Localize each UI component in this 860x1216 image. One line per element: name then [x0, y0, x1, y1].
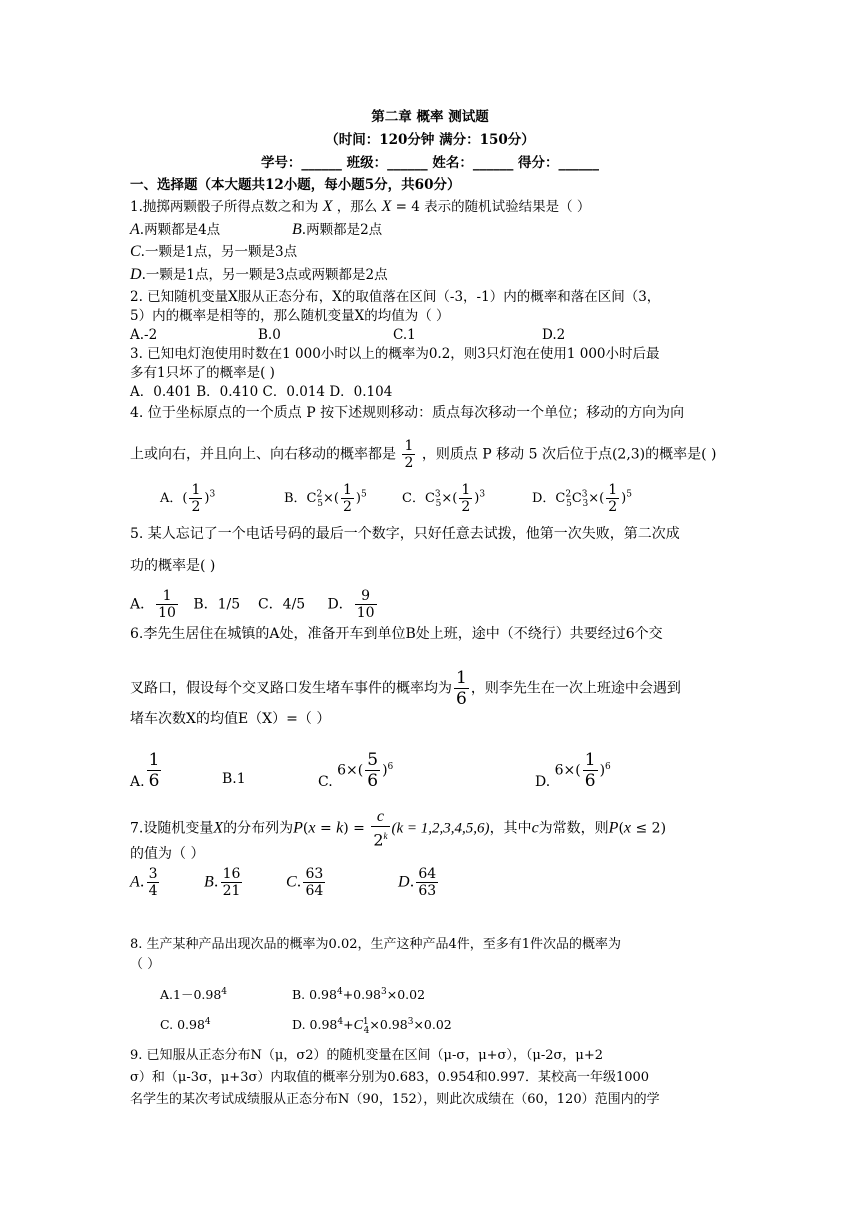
q1-var: X	[322, 198, 333, 215]
q8-option-d[interactable]: D. $0.98^4+C^1_4\times 0.98^3\times 0.02$	[292, 1017, 452, 1036]
q4-half-fraction: $\frac{1}{2}$	[404, 438, 414, 471]
q5-line2: 功的概率是( )	[130, 558, 216, 574]
q6-line3: 堵车次数X的均值E（X）=（ ）	[130, 711, 331, 727]
q4-option-c[interactable]: C．$C^3_5\times$( $\frac{1}{2}$ )$^3$	[402, 482, 486, 515]
q5-options[interactable]: A． $\frac{1}{10}$ B．1/5 C．4/5 D． $\frac{9}{10}$	[130, 588, 375, 621]
q6-line2: 叉路口，假设每个交叉路口发生堵车事件的概率均为 $\frac{1}{6}$ ，则李先生在一次上班途中会遇到	[130, 668, 681, 709]
q9-line2: σ）和（μ-3σ，μ+3σ）内取值的概率分别为0.683，0.954和0.997．某校高一年级1000	[130, 1070, 650, 1085]
q6-line1: 6.李先生居住在城镇的A处，准备开车到单位B处上班，途中（不绕行）共要经过6个交	[130, 626, 663, 642]
q4-option-d[interactable]: D．$C^2_5C^3_3\times$( $\frac{1}{2}$ )$^5$	[532, 482, 632, 515]
q1-option-d[interactable]: D.一颗是1点，另一颗是3点或两颗都是2点	[130, 266, 388, 283]
student-info: 学号：______ 班级：______ 姓名：______ 得分：______	[260, 155, 600, 171]
q2-line1: 2. 已知随机变量X服从正态分布，X的取值落在区间（-3，-1）内的概率和落在区间（3，	[130, 289, 661, 305]
q3-line1: 3. 已知电灯泡使用时数在1 000小时以上的概率为0.2，则3只灯泡在使用1 000小时后最	[130, 346, 660, 362]
q1-option-a[interactable]: A.两颗都是4点	[130, 221, 221, 238]
q1-option-b[interactable]: B.两颗都是2点	[292, 221, 383, 238]
q4-line2: 上或向右，并且向上、向右移动的概率都是 $\frac{1}{2}$ ，则质点 P 移动 5 次后位于点(2,3)的概率是( )	[130, 438, 717, 471]
q7-option-a[interactable]: A. $\frac{3}{4}$	[130, 866, 158, 899]
q3-options[interactable]: A．0.401 B．0.410 C．0.014 D．0.104	[130, 384, 393, 400]
q4-option-b[interactable]: B．$C^2_5\times$( $\frac{1}{2}$ )$^5$	[284, 482, 367, 515]
q3-line2: 多有1只坏了的概率是( )	[130, 365, 275, 381]
q7-option-b[interactable]: B. $\frac{16}{21}$	[204, 866, 241, 899]
q1-stem-c: = 4 表示的随机试验结果是（ ）	[395, 199, 591, 215]
q7-line1: 7.设随机变量X的分布列为P(x = k) = $\frac{c}{2^k}$ (k = 1,2,3,4,5,6)，其中c为常数，则P(x ≤ 2)	[130, 808, 667, 850]
q6-option-c[interactable]: C. 6×( $\frac{5}{6}$ )$^6$	[318, 750, 394, 791]
q1-stem: 1.抛掷两颗骰子所得点数之和为	[130, 199, 319, 215]
q7-option-c[interactable]: C. $\frac{63}{64}$	[286, 866, 324, 899]
section-heading: 一、选择题（本大题共12小题，每小题5分，共60分）	[130, 177, 461, 193]
q4-line1: 4. 位于坐标原点的一个质点 P 按下述规则移动：质点每次移动一个单位；移动的方向为向	[130, 405, 685, 421]
q9-line3: 名学生的某次考试成绩服从正态分布N（90，152），则此次成绩在（60，120）范围内的学	[130, 1092, 660, 1107]
q5-line1: 5. 某人忘记了一个电话号码的最后一个数字，只好任意去试拨，他第一次失败，第二次成	[130, 526, 680, 542]
q1-stem-b: ，那么	[336, 199, 378, 215]
q9-line1: 9. 已知服从正态分布N（μ，σ2）的随机变量在区间（μ-σ，μ+σ），（μ-2σ，μ+2	[130, 1048, 604, 1063]
q1-var-2: X	[381, 198, 392, 215]
q8-line1: 8. 生产某种产品出现次品的概率为0.02，生产这种产品4件，至多有1件次品的概率为	[130, 937, 622, 952]
q8-line2: （ ）	[130, 957, 161, 972]
q2-line2: 5）内的概率是相等的，那么随机变量X的均值为（ ）	[130, 308, 450, 324]
q2-option-a[interactable]: A.-2	[130, 327, 158, 343]
page-subtitle: （时间：120分钟 满分：150分）	[325, 132, 535, 148]
q7-line2: 的值为（ ）	[130, 846, 205, 862]
question-1	[130, 198, 590, 216]
q6-option-d[interactable]: D. 6×( $\frac{1}{6}$ )$^6$	[535, 750, 611, 791]
q8-option-b[interactable]: B. $0.98^4+0.98^3\times 0.02$	[292, 987, 426, 1003]
q2-option-d[interactable]: D.2	[542, 327, 566, 343]
q7-option-d[interactable]: D. $\frac{64}{63}$	[398, 866, 437, 899]
q8-option-c[interactable]: C. 0.98$^4$	[160, 1017, 211, 1033]
q6-option-a[interactable]: A. $\frac{1}{6}$	[130, 750, 160, 791]
q2-option-c[interactable]: C.1	[393, 327, 416, 343]
page-title: 第二章 概率 测试题	[371, 109, 489, 125]
q8-option-a[interactable]: $A.1-0.98^4$	[160, 987, 228, 1003]
q2-option-b[interactable]: B.0	[258, 327, 281, 343]
q6-option-b[interactable]: B.1	[222, 771, 246, 787]
q4-option-a[interactable]: A．( $\frac{1}{2}$ )$^3$	[160, 482, 216, 515]
q1-option-c[interactable]: C.一颗是1点，另一颗是3点	[130, 243, 298, 260]
